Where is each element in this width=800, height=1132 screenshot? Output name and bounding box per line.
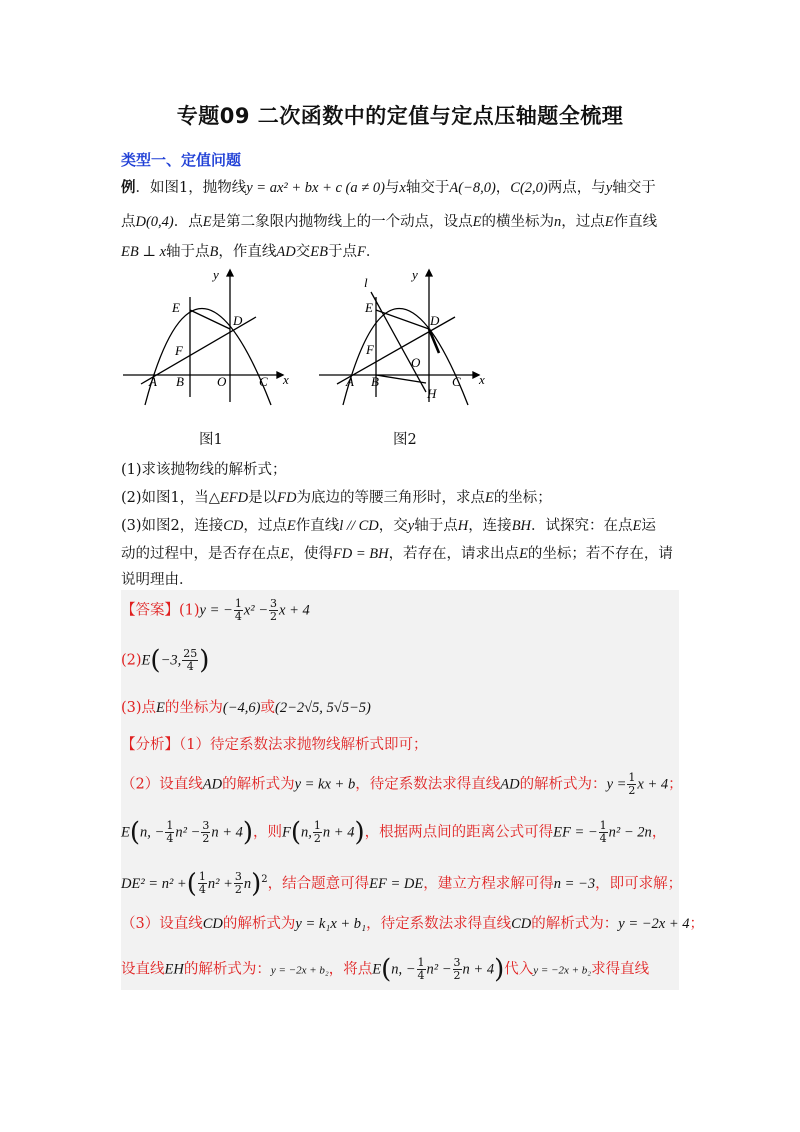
fraction-den: 4 [417, 969, 425, 982]
text: ，连接 [468, 518, 512, 534]
fraction [599, 820, 608, 845]
math-l-parallel-cd: l // CD [339, 518, 379, 534]
math-y: y [407, 518, 415, 534]
fig2-label-h: H [427, 386, 437, 401]
analysis-4 [121, 868, 683, 899]
question-1: (1)求该抛物线的解析式； [121, 462, 287, 478]
math: y = k₁x + b₁ [295, 916, 367, 932]
fig2-label-b: B [371, 374, 379, 389]
math: EF = − [553, 824, 598, 841]
paren-open: ( [186, 868, 197, 899]
fraction-num: 25 [183, 647, 198, 660]
text: 的坐标为 [164, 700, 223, 716]
math-efd: EFD [219, 490, 249, 506]
problem-line-2 [121, 212, 681, 232]
math: y = −2x + b₂ [533, 964, 592, 977]
paren-open: ( [129, 817, 141, 848]
figures [121, 267, 491, 452]
math: x + 4 [637, 776, 669, 793]
math-cd: CD [202, 916, 223, 932]
answer-1 [121, 598, 679, 623]
math: n + 4 [322, 824, 355, 841]
math-e: E [604, 214, 614, 230]
example-label: 例 [121, 179, 136, 196]
text: 的解析式为 [222, 916, 296, 932]
fig2-label-l: l [364, 275, 368, 290]
text: 动的过程中，是否存在点 [121, 546, 281, 562]
text: 运 [641, 518, 656, 534]
math: n² − [426, 961, 452, 978]
text: 轴于点 [414, 518, 458, 534]
math-eb-perp: EB ⊥ x [121, 244, 167, 260]
paren-close: ) [199, 645, 210, 676]
fig2-label-d: D [430, 313, 440, 328]
math: y = kx + b [294, 776, 356, 793]
fraction-num: 1 [313, 819, 321, 832]
fig1-label-e: E [172, 300, 180, 315]
fraction [313, 820, 322, 845]
fraction-num: 1 [628, 771, 636, 784]
text: 作直线 [613, 214, 658, 230]
math-point: (−4,6) [222, 700, 261, 716]
math-e: E [372, 961, 382, 978]
math-point-d: D(0,4) [135, 214, 174, 230]
fraction [198, 871, 207, 896]
question-3-line-2 [121, 544, 681, 564]
math: n + 4 [462, 961, 495, 978]
math: n [243, 875, 252, 892]
math-e: E [472, 214, 482, 230]
math-x: x [399, 180, 406, 196]
text: 或 [260, 700, 275, 716]
paren-open: ( [381, 954, 392, 985]
fig2-label-c: C [452, 374, 461, 389]
answer-label: 【答案】 [121, 602, 179, 619]
text: (3)点 [121, 700, 157, 716]
paren-close: ) [242, 817, 254, 848]
math: n² − 2n [608, 824, 652, 841]
text: 求得直线 [591, 961, 650, 978]
paren-close: ) [354, 817, 365, 848]
problem-line-1 [121, 178, 681, 198]
text: （3）设直线 [121, 916, 203, 932]
math-point-c: C(2,0) [510, 180, 548, 196]
fraction-den: 4 [186, 660, 194, 673]
question-2 [121, 488, 681, 508]
math-cd: CD [223, 518, 244, 534]
fraction-num: 1 [198, 870, 206, 884]
fraction-num: 1 [599, 819, 607, 832]
math-e: E [141, 652, 151, 669]
text: ，即可求解； [595, 875, 683, 892]
fraction-den: 2 [270, 610, 278, 623]
text: 点 [121, 214, 136, 230]
answer-2 [121, 645, 679, 676]
answer-3 [121, 698, 679, 718]
text: 是第二象限内抛物线上的一个动点，设点 [211, 214, 473, 230]
math: y = −2x + b₂ [270, 964, 329, 977]
text: ， [651, 824, 667, 841]
fig1-label-b: B [176, 374, 184, 389]
math-e: E [202, 214, 212, 230]
paren-open: ( [150, 645, 161, 676]
text: ； [668, 776, 683, 793]
fraction-den: 4 [198, 883, 206, 897]
fig2-y-arrow [426, 270, 432, 276]
fig1-label-f: F [175, 343, 183, 358]
text: ． [365, 244, 381, 260]
text: ，交 [378, 518, 408, 534]
text: （1）待定系数法求抛物线解析式即可； [179, 737, 428, 753]
math-e: E [121, 824, 130, 841]
fig2-label-e: E [365, 300, 373, 315]
analysis-1 [121, 735, 679, 755]
text: 轴于点 [166, 244, 210, 260]
fig2-line-l [371, 292, 426, 392]
text: ，待定系数法求得直线 [366, 916, 512, 932]
text: ．试探究：在点 [531, 518, 633, 534]
text: ，作直线 [218, 244, 277, 260]
text: ，待定系数法求得直线 [355, 776, 501, 793]
question-3-line-3: 说明理由． [121, 572, 194, 588]
math-ad: AD [276, 244, 296, 260]
math-e: E [484, 490, 494, 506]
fraction-num: 3 [202, 819, 210, 832]
math: n, − [140, 824, 165, 841]
fig2-label-a: A [346, 374, 354, 389]
text: 的坐标； [493, 490, 552, 506]
text: ，若存在，请求出点 [388, 546, 520, 562]
fraction [269, 598, 278, 623]
exponent: 2 [261, 874, 268, 885]
fig1-label-x: x [283, 372, 289, 387]
text: ，过点 [243, 518, 287, 534]
math-cd: CD [511, 916, 532, 932]
analysis-6 [121, 954, 679, 985]
figure-diagrams [121, 267, 491, 427]
math: n² − [175, 824, 201, 841]
math-point: (2−2√5, 5√5−5) [274, 700, 371, 716]
fig1-label-a: A [149, 374, 157, 389]
fraction [627, 772, 636, 797]
text: 的坐标；若不存在，请 [527, 546, 673, 562]
math: x + 4 [279, 602, 310, 619]
fig1-y-arrow [227, 270, 233, 276]
fraction-num: 3 [453, 956, 461, 969]
text: 两点，与 [547, 180, 606, 196]
text: 轴交于 [405, 180, 450, 196]
math-e: E [156, 700, 165, 716]
text: ； [689, 916, 704, 932]
text: 的解析式为 [222, 776, 295, 793]
math: x² − [243, 602, 269, 619]
text: 的解析式为： [531, 916, 619, 932]
math-fd: FD [277, 490, 297, 506]
fraction [165, 820, 174, 845]
text: ，则 [253, 824, 283, 841]
fraction [453, 957, 462, 982]
math-bh: BH [511, 518, 532, 534]
text: (3)如图2，连接 [121, 518, 224, 534]
math: n, − [391, 961, 416, 978]
math: −3, [160, 652, 182, 669]
math: y = − [199, 602, 233, 619]
fig2-label-f: F [366, 342, 374, 357]
fraction-num: 1 [234, 597, 242, 610]
text: 的解析式为： [183, 961, 271, 978]
fraction-num: 3 [234, 870, 242, 884]
fraction-den: 2 [234, 883, 242, 897]
text: ，将点 [328, 961, 373, 978]
analysis-2 [121, 771, 683, 797]
fraction [417, 957, 426, 982]
text: ．如图1，抛物线 [135, 180, 247, 196]
question-3-line-1 [121, 516, 681, 536]
paren-open: ( [290, 817, 302, 848]
math-f: F [282, 824, 291, 841]
text: 是以 [248, 490, 278, 506]
fraction [234, 871, 243, 896]
text: 与 [384, 180, 400, 196]
math: n + 4 [211, 824, 243, 841]
text: 为底边的等腰三角形时，求点 [296, 490, 485, 506]
section-heading: 类型一、定值问题 [121, 151, 242, 169]
fig1-label-o: O [217, 374, 227, 389]
figure-2-caption: 图2 [393, 432, 417, 448]
fig2-label-x: x [479, 372, 485, 387]
fraction-den: 4 [599, 832, 607, 845]
fraction-num: 1 [417, 956, 425, 969]
math-parabola-eq: y = ax² + bx + c (a ≠ 0) [246, 180, 385, 196]
math: DE² = n² + [121, 875, 187, 892]
page-title: 专题09 二次函数中的定值与定点压轴题全梳理 [176, 104, 624, 128]
text: ，根据两点间的距离公式可得 [364, 824, 554, 841]
text: 作直线 [295, 518, 340, 534]
text: 轴交于 [612, 180, 656, 196]
fraction-den: 2 [202, 832, 210, 845]
fig1-labels [148, 267, 289, 389]
fraction [201, 820, 210, 845]
figure-1-caption: 图1 [199, 432, 223, 448]
analysis-label: 【分析】 [121, 737, 179, 753]
fig1-label-c: C [259, 374, 268, 389]
fraction-den: 4 [166, 832, 174, 845]
text: ，使得 [289, 546, 333, 562]
text: 代入 [504, 961, 534, 978]
math: n² + [207, 875, 233, 892]
math-fd-eq-bh: FD = BH [332, 546, 389, 562]
math-ad: AD [202, 776, 223, 793]
text: (1) [179, 602, 200, 619]
text: 的横坐标为 [481, 214, 554, 230]
fig1-label-d: D [233, 313, 243, 328]
math-n: n [553, 214, 562, 230]
analysis-5 [121, 914, 704, 934]
text: 交 [295, 244, 311, 260]
text: ，建立方程求解可得 [423, 875, 554, 892]
text: （2）设直线 [121, 776, 203, 793]
fig2-label-o: O [411, 355, 421, 370]
fraction-den: 2 [453, 969, 461, 982]
fraction-num: 1 [166, 819, 174, 832]
text: ．点 [173, 214, 203, 230]
fraction-den: 2 [628, 784, 636, 797]
math-h: H [457, 518, 469, 534]
problem-line-3 [121, 242, 681, 262]
math-f: F [356, 244, 366, 260]
text: 的解析式为： [519, 776, 607, 793]
paren-close: ) [494, 954, 505, 985]
math-e: E [280, 546, 290, 562]
fig2-label-y: y [412, 267, 418, 282]
fraction-num: 3 [270, 597, 278, 610]
analysis-3 [121, 817, 679, 848]
text: (2) [121, 652, 142, 669]
math: y = −2x + 4 [618, 916, 690, 932]
math-y: y [605, 180, 613, 196]
fraction-den: 2 [313, 832, 321, 845]
paren-close: ) [251, 868, 262, 899]
text: ， [495, 180, 511, 196]
math-b: B [209, 244, 219, 260]
math-point-a: A(−8,0) [449, 180, 496, 196]
math-e: E [632, 518, 642, 534]
text: ，结合题意可得 [267, 875, 370, 892]
math-eb: EB [310, 244, 328, 260]
math: n, [301, 824, 312, 841]
fig2-parabola [343, 309, 468, 406]
fraction-den: 4 [234, 610, 242, 623]
fig1-label-y: y [213, 267, 219, 282]
fig1-parabola [145, 309, 271, 406]
math-e: E [286, 518, 296, 534]
math-ad: AD [500, 776, 520, 793]
text: ，过点 [561, 214, 605, 230]
text: (2)如图1，当△ [121, 490, 220, 506]
fraction [182, 648, 198, 673]
math: y = [606, 776, 627, 793]
math: EF = DE [369, 875, 424, 892]
text: 于点 [327, 244, 357, 260]
fraction [234, 598, 243, 623]
math-eh: EH [164, 961, 184, 978]
text: 设直线 [121, 961, 165, 978]
math: n = −3 [553, 875, 596, 892]
math-e: E [519, 546, 528, 562]
